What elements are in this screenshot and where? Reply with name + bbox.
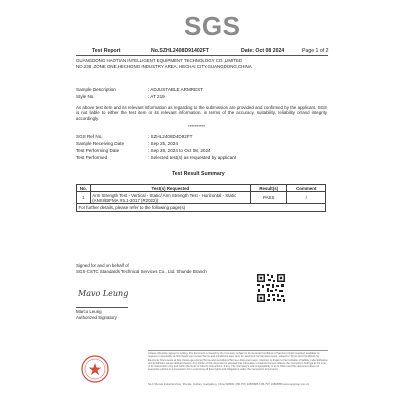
receiving-date-value: : Sep 25, 2024	[148, 141, 178, 146]
footer-divider	[148, 350, 328, 351]
header-results: Result(s)	[250, 185, 287, 192]
style-number-value: : AT 219	[148, 94, 165, 99]
sample-description-value: : ADJUSTABLE ARMREST	[148, 87, 204, 92]
summary-note: For further details, please refer to the following page(s)	[77, 204, 326, 211]
row-comment: /	[287, 192, 326, 204]
applicant-address: NO.238 ,ZONE ONE,HECHONG INDUSTRY AREA, HECHAI CITY,GUANGDONG,CHINA	[76, 64, 252, 69]
sample-description-label: Sample Description	[76, 87, 116, 92]
separator-stars: **********	[188, 124, 206, 129]
report-label: Test Report	[92, 48, 121, 54]
receiving-date-label: Sample Receiving Date	[76, 141, 125, 146]
signoff-line2: SGS-CSTC Standards Technical Services Co., Ltd. Shunde Branch	[76, 269, 207, 274]
applicant-name: GUANGDONG HAOTIAN INTELLIGENT EQUIPMENT TECHNOLOGY CO.,LIMITED	[76, 58, 243, 63]
footer-address: No.4 Shunde Industrial Zone, Shunde, Foshan, Guangdong, China 528300 t (86-757) 22805888 f (86-757) 22805858 www.sgsgroup.com.cn	[148, 383, 310, 386]
ref-label: SGS Ref No.	[76, 134, 103, 139]
header-divider	[76, 55, 328, 56]
performing-date-label: Test Performing Date	[76, 148, 120, 153]
performing-date-value: : Sep 25, 2024 to Oct 08, 2024	[148, 148, 211, 153]
signoff-line1: Signed for and on behalf of	[76, 263, 129, 268]
seal-stamp-icon	[80, 354, 110, 384]
qr-code-icon	[256, 273, 286, 303]
row-no: 1	[77, 192, 91, 204]
disclaimer-statement: As above test item and its relevant information as regarding to the submission are provided and confirmed by the applicant. SGS is not liable to either the test item or its relevant information, in terms of the accuracy, suitability, reliability or/and integrity accordingly.	[76, 105, 327, 121]
report-date: Date: Oct 08 2024	[241, 48, 285, 54]
header-tests: Test(s) Requested	[90, 185, 250, 192]
sgs-logo: SGS	[184, 11, 241, 41]
signature-line	[76, 307, 128, 308]
summary-table	[76, 184, 326, 212]
row-result: PASS	[250, 192, 287, 204]
test-performed-label: Test Performed	[76, 155, 108, 160]
signature: Mavo Leung	[78, 289, 129, 298]
signatory-title: Authorized Signatory	[76, 315, 117, 320]
row-test: Arm Strength Test - Vertical - Static/ Arm Strength Test - Horizontal - Static (ANSI/BIFMA X5.1-2017 (R2022))	[90, 192, 250, 204]
header-comment: Comment	[287, 185, 326, 192]
footer-terms: Unless otherwise agreed in writing, this document is issued by the Company subject to its General Conditions of Service printed overleaf, available on request or accessible at http://www.sgs.com/en/Terms-and-Conditions.aspx and, for electronic format documents, subject to Terms and Conditions for Electronic Documents at http://www.sgs.com/en/Terms-and-Conditions/Terms-e-Document.aspx. Attention is drawn to the limitation of liability, indemnification and jurisdiction issues defined therein. Any holder of this document is advised that information contained hereon reflects the Company's findings at the time of its intervention only and within the limits of Client's instructions, if any. The Company's sole responsibility is to its Client and this document does not exonerate parties to a transaction from exercising all their rights and obligations under the transaction documents.	[148, 352, 328, 372]
summary-title: Test Result Summary	[172, 171, 225, 177]
signatory-name: Marco Leung	[76, 309, 102, 314]
style-number-label: Style No.	[76, 94, 95, 99]
table-note-row	[77, 204, 326, 211]
ref-value: : SZHL2408D4D92FT	[148, 134, 193, 139]
table-row	[77, 192, 326, 204]
summary-header-row	[77, 185, 326, 192]
page-number: Page 1 of 2	[302, 48, 329, 54]
header-no: No.	[77, 185, 91, 192]
test-performed-value: : Selected test(s) as requested by applicant	[148, 155, 237, 160]
report-number: No.SZHL2408D91402FT	[151, 48, 209, 54]
